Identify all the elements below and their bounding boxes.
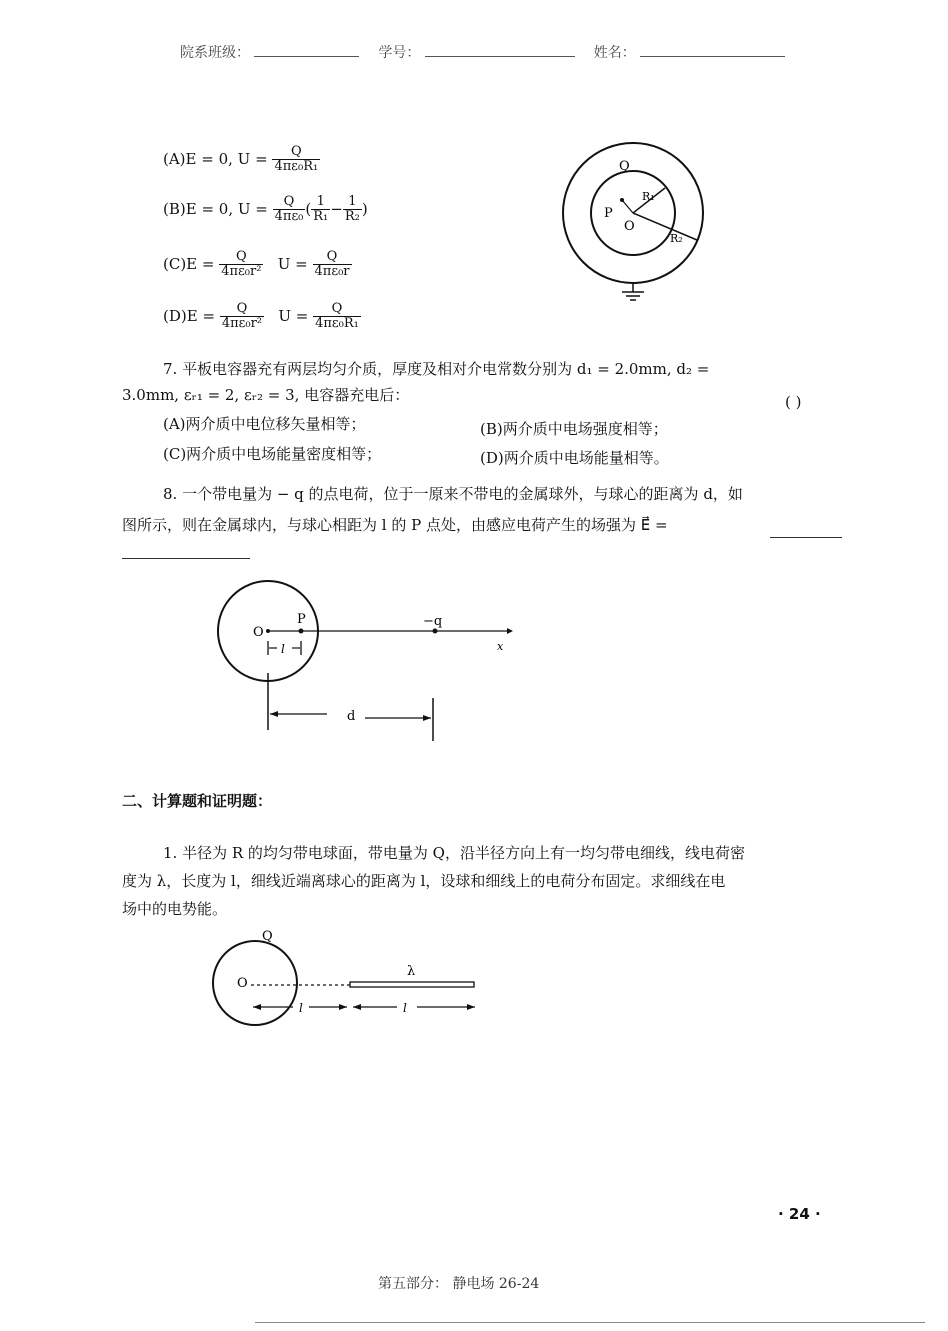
label-p: P: [604, 206, 613, 221]
header-fields: [180, 42, 785, 62]
label-d: d: [347, 709, 356, 724]
q8-line1: 8. 一个带电量为 − q 的点电荷，位于一原来不带电的金属球外，与球心的距离为 d，如: [163, 485, 743, 503]
label-o: O: [624, 219, 635, 234]
section2-p1-line1: 1. 半径为 R 的均匀带电球面，带电量为 Q，沿半径方向上有一均匀带电细线，线电荷密: [163, 844, 745, 862]
bottom-rule: [255, 1322, 925, 1323]
q7-line1: 7. 平板电容器充有两层均匀介质，厚度及相对介电常数分别为 d₁ = 2.0mm, d₂ =: [163, 360, 710, 378]
q6-figure: [560, 140, 710, 305]
label-r1: R₁: [642, 190, 655, 203]
label-minus-q: −q: [423, 614, 443, 629]
label-q: Q: [619, 159, 630, 174]
q7-answer-bracket: ( ): [785, 393, 802, 411]
q8-figure: [215, 578, 515, 748]
label-p: P: [297, 612, 306, 627]
point-p: [620, 198, 624, 202]
q7-option-a: (A)两介质中电位移矢量相等；: [163, 415, 366, 433]
page-number: · 24 ·: [778, 1205, 821, 1223]
q7-line2: 3.0mm, εᵣ₁ = 2, εᵣ₂ = 3, 电容器充电后：: [122, 386, 410, 404]
q8-answer-blank: [770, 537, 842, 538]
q6-a-fraction: $\frac{Q}{\text{4πε₀R₁}}$: [274, 144, 319, 175]
q6-option-c: (C)E = $\frac{Q}{\text{4πε₀r²}}$ U = $\frac{Q}{\text{4πε₀r}}$: [163, 249, 350, 280]
id-blank: [425, 55, 575, 57]
q6-b-prefix: (B)E = 0, U =: [163, 199, 268, 218]
q6-option-a: [163, 145, 320, 175]
q6-option-b: (B)E = 0, U = $\frac{Q}{\text{4πε₀}}$ ( $\frac{1}{\text{R₁}}$ − $\frac{1}{\text{R₂}}$ ): [163, 194, 368, 225]
name-label: 姓名：: [593, 45, 636, 61]
label-l2: l: [403, 1001, 407, 1015]
x-axis-arrow: [507, 628, 513, 634]
q6-a-prefix: (A)E = 0, U =: [163, 149, 268, 168]
charged-thread: [350, 982, 474, 987]
label-lambda: λ: [407, 964, 416, 979]
label-o: O: [237, 976, 248, 991]
id-label: 学号：: [378, 45, 421, 61]
q8-line2: 图所示，则在金属球内，与球心相距为 l 的 P 点处，由感应电荷产生的场强为 E⃗ =: [122, 516, 668, 534]
q8-answer-blank-cont: [122, 558, 250, 559]
charged-sphere: [213, 941, 297, 1025]
charge-q: [433, 629, 438, 634]
label-x: x: [497, 640, 504, 653]
q6-option-d: (D)E = $\frac{Q}{\text{4πε₀r²}}$ U = $\frac{Q}{\text{4πε₀R₁}}$: [163, 301, 359, 332]
section2-p1-line2: 度为 λ，长度为 l，细线近端离球心的距离为 l，设球和细线上的电荷分布固定。求细线在电: [122, 872, 726, 890]
label-l: l: [281, 642, 285, 656]
q7-option-d: (D)两介质中电场能量相等。: [480, 449, 669, 467]
label-r2: R₂: [670, 232, 683, 245]
q6-b-fraction: $\frac{Q}{\text{4πε₀}}$: [274, 194, 304, 225]
q7-option-b: (B)两介质中电场强度相等；: [480, 420, 668, 438]
r-arrow: [622, 200, 633, 213]
label-o: O: [253, 625, 264, 640]
footer-section-label: 第五部分： 静电场 26-24: [378, 1276, 540, 1292]
name-blank: [640, 55, 785, 57]
dept-blank: [254, 55, 359, 57]
section2-title: 二、计算题和证明题：: [122, 792, 273, 810]
center-o: [266, 629, 270, 633]
dept-label: 院系班级：: [180, 45, 250, 61]
q7-option-c: (C)两介质中电场能量密度相等；: [163, 445, 382, 463]
label-l1: l: [299, 1001, 303, 1015]
section2-figure: [205, 925, 485, 1030]
r2-radius: [633, 213, 697, 240]
label-q: Q: [262, 929, 273, 944]
section2-p1-line3: 场中的电势能。: [122, 900, 228, 918]
point-p: [299, 629, 304, 634]
